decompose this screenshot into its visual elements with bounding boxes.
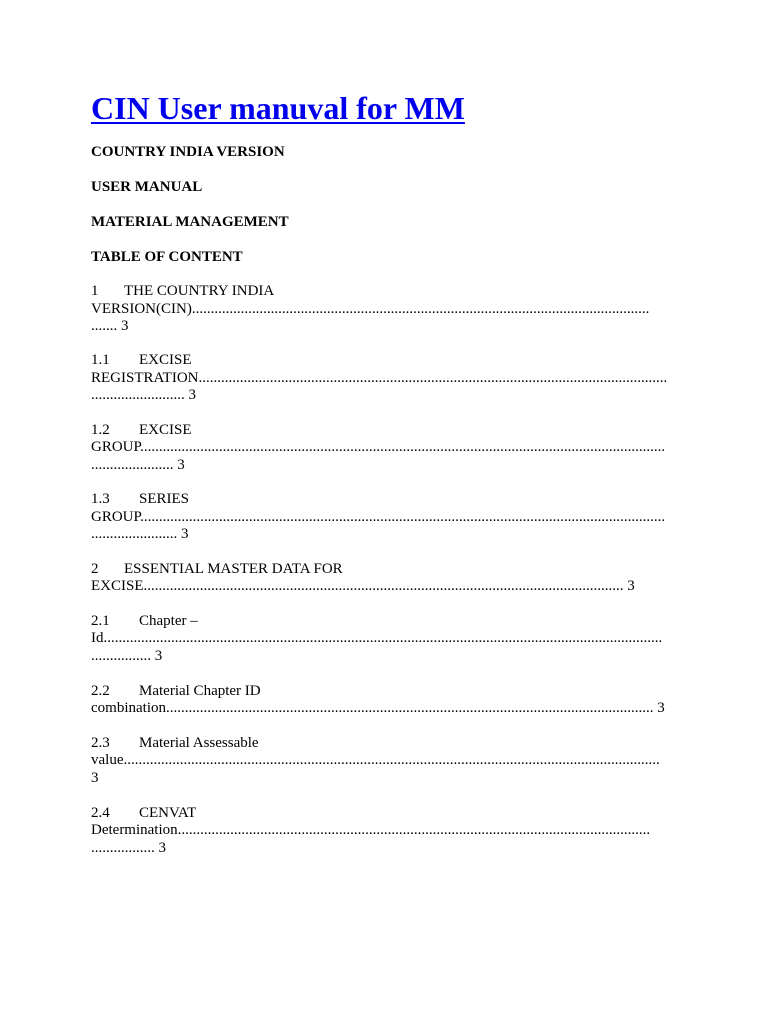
document-title-link[interactable]: CIN User manuval for MM bbox=[91, 90, 465, 126]
toc-entry-number: 2.3 bbox=[91, 735, 110, 751]
toc-entry-page-number: ......................... 3 bbox=[91, 387, 196, 403]
toc-entry-continuation: value............................................................................................................................................... bbox=[91, 752, 660, 768]
toc-entry-number: 1 bbox=[91, 283, 99, 299]
heading-material-management: MATERIAL MANAGEMENT bbox=[91, 214, 289, 230]
toc-entry-page-number: ................. 3 bbox=[91, 840, 166, 856]
toc-entry-label: Material Assessable bbox=[139, 735, 259, 751]
toc-entry-number: 1.1 bbox=[91, 352, 110, 368]
toc-entry-label-line bbox=[91, 804, 196, 822]
toc-entry-number: 1.3 bbox=[91, 491, 110, 507]
toc-entry-label: Material Chapter ID bbox=[139, 683, 261, 699]
toc-entry-label: EXCISE bbox=[139, 352, 192, 368]
toc-entry-label: ESSENTIAL MASTER DATA FOR bbox=[124, 561, 343, 577]
toc-entry-page-number: ....................... 3 bbox=[91, 526, 189, 542]
heading-user-manual: USER MANUAL bbox=[91, 179, 203, 195]
toc-entry-label-line bbox=[91, 612, 198, 630]
toc-entry-number: 2.1 bbox=[91, 613, 110, 629]
toc-entry-label-line bbox=[91, 560, 343, 578]
toc-entry-label: SERIES bbox=[139, 491, 190, 507]
heading-table-of-content: TABLE OF CONTENT bbox=[91, 249, 243, 265]
toc-entry-continuation: VERSION(CIN).......................................................................................................................... bbox=[91, 301, 650, 317]
toc-entry-label-line bbox=[91, 282, 274, 300]
toc-entry-page-number: ................ 3 bbox=[91, 648, 163, 664]
toc-entry-continuation: EXCISE................................................................................................................................ 3 bbox=[91, 578, 635, 594]
toc-entry-continuation: Determination.............................................................................................................................. bbox=[91, 822, 651, 838]
toc-entry-continuation: Id..................................................................................................................................................... bbox=[91, 630, 663, 646]
toc-entry-label: THE COUNTRY INDIA bbox=[124, 283, 275, 299]
toc-entry-continuation: REGISTRATION............................................................................................................................. bbox=[91, 370, 668, 386]
toc-entry-label-line bbox=[91, 351, 192, 369]
toc-entry-label: Chapter – bbox=[139, 613, 198, 629]
toc-entry-label: CENVAT bbox=[139, 805, 197, 821]
toc-entry-label: EXCISE bbox=[139, 422, 192, 438]
toc-entry-number: 2.4 bbox=[91, 805, 110, 821]
toc-entry-number: 2 bbox=[91, 561, 99, 577]
toc-entry-label-line bbox=[91, 682, 261, 700]
toc-entry-number: 1.2 bbox=[91, 422, 110, 438]
toc-entry-label-line bbox=[91, 421, 192, 439]
toc-entry-label-line bbox=[91, 734, 259, 752]
toc-entry-label-line bbox=[91, 490, 189, 508]
toc-entry-continuation: GROUP............................................................................................................................................ bbox=[91, 509, 666, 525]
toc-entry-page-number: ....... 3 bbox=[91, 318, 129, 334]
toc-entry-page-number: ...................... 3 bbox=[91, 457, 185, 473]
heading-country-india-version: COUNTRY INDIA VERSION bbox=[91, 144, 285, 160]
toc-entry-page-number: 3 bbox=[91, 770, 99, 786]
toc-entry-continuation: GROUP............................................................................................................................................ bbox=[91, 439, 666, 455]
toc-entry-number: 2.2 bbox=[91, 683, 110, 699]
toc-entry-continuation: combination.................................................................................................................................. 3 bbox=[91, 700, 665, 716]
